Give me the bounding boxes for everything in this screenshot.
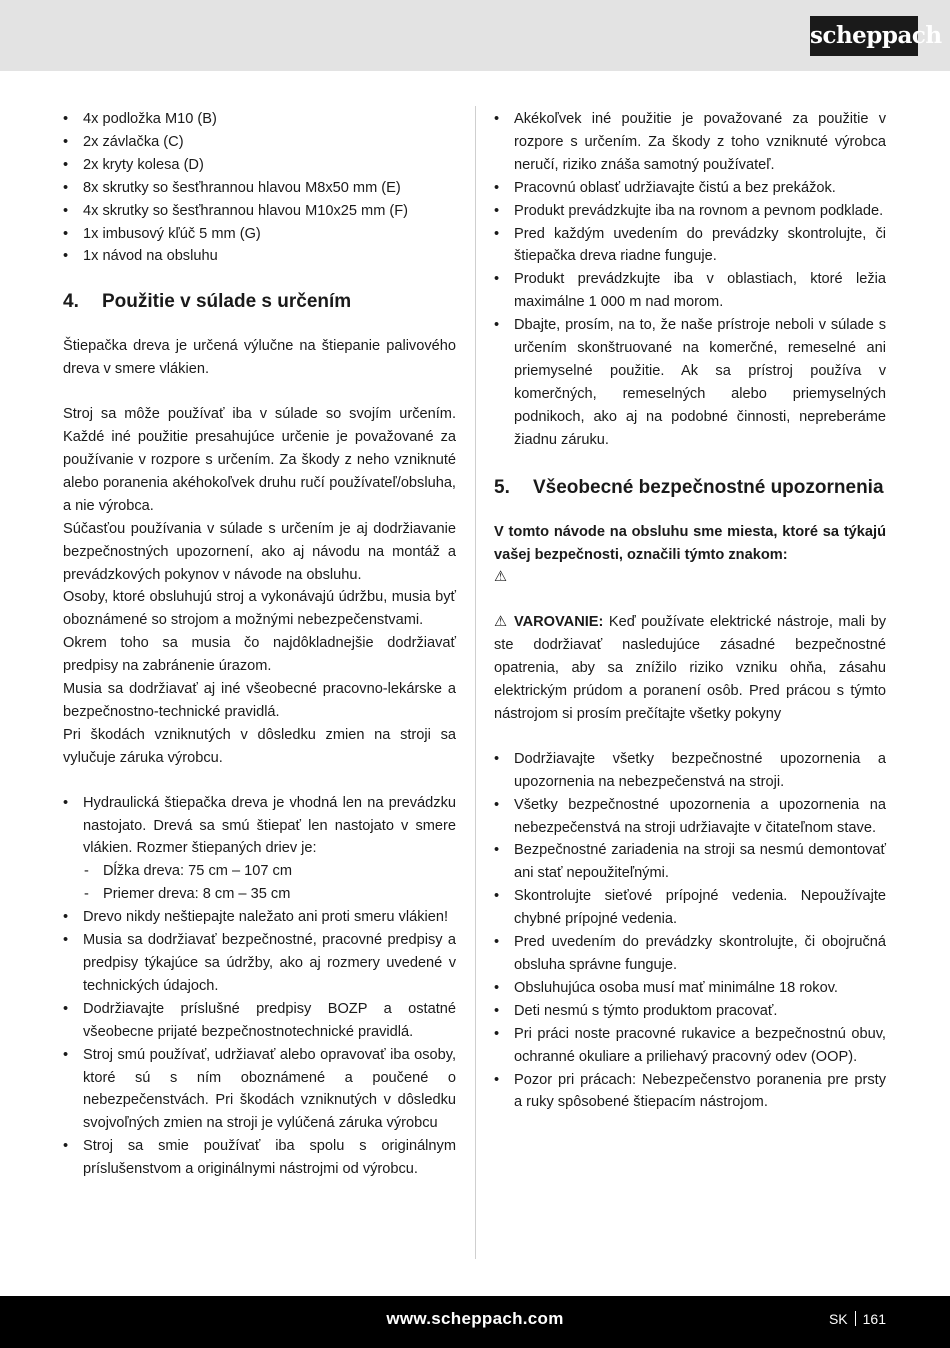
scheppach-logo: scheppach	[810, 16, 918, 56]
section-number: 5.	[494, 476, 510, 498]
intro-paragraph: Štiepačka dreva je určená výlučne na štiepanie palivového dreva v smere vlákien.	[63, 338, 456, 378]
warning-icon: ⚠	[494, 569, 508, 586]
list-item: • Produkt prevádzkujte iba na rovnom a pevnom podklade.	[494, 200, 886, 223]
dimension-list	[63, 860, 456, 906]
footer-bar	[0, 1296, 950, 1348]
warning-text: Keď používate elektrické nástroje, mali by ste dodržiavať nasledujúce zásadné bezpečnostné opatrenia, aby sa znížilo riziko vzniku ohňa, zásahu elektrickým prúdom a poranení osôb. Pred prácou s týmto nástrojom si prosím prečítajte všetky pokyny	[494, 614, 886, 722]
paragraph: Musia sa dodržiavať aj iné všeobecné pracovno-lekárske a bezpečnostno-technické pravidlá.	[63, 681, 456, 720]
section-title: Všeobecné bezpečnostné upozornenia	[533, 476, 884, 498]
usage-continued-list	[494, 108, 886, 452]
list-item: • 4x skrutky so šesťhrannou hlavou M10x25 mm (F)	[63, 200, 456, 223]
safety-notice	[494, 521, 886, 590]
list-item	[63, 792, 456, 907]
list-item: • 1x návod na obsluhu	[63, 245, 456, 268]
list-item: • Pri práci noste pracovné rukavice a bezpečnostnú obuv, ochranné okuliare a priliehavý pracovný odev (OOP).	[494, 1023, 886, 1069]
section-title: Použitie v súlade s určením	[102, 291, 352, 313]
list-item: • Dodržiavajte príslušné predpisy BOZP a ostatné všeobecne prijaté bezpečnostnotechnické pravidlá.	[63, 998, 456, 1044]
safety-list	[494, 748, 886, 1115]
list-item: • Pracovnú oblasť udržiavajte čistú a bez prekážok.	[494, 177, 886, 200]
section-4-heading	[63, 290, 456, 313]
list-item: • 2x kryty kolesa (D)	[63, 154, 456, 177]
list-item: • Stroj smú používať, udržiavať alebo opravovať iba osoby, ktoré sú s ním oboznámené a poučené o nebezpečenstvách. Pri škodách vzniknutých v dôsledku svojvoľných zmien na stroji je vylúčená záruka výrobcu	[63, 1044, 456, 1136]
warning-label: VAROVANIE:	[513, 614, 604, 631]
list-item: • Skontrolujte sieťové prípojné vedenia. Nepoužívajte chybné prípojné vedenia.	[494, 885, 886, 931]
column-divider	[475, 106, 476, 1259]
usage-paragraphs	[63, 403, 456, 770]
parts-list	[63, 108, 456, 268]
list-item: • 1x imbusový kľúč 5 mm (G)	[63, 223, 456, 246]
header-bar	[0, 0, 950, 71]
footer-url[interactable]: www.scheppach.com	[386, 1309, 564, 1328]
list-item-text: Hydraulická štiepačka dreva je vhodná len na prevádzku nastojato. Drevá sa smú štiepať len nastojato v smere vlákien. Rozmer štiepaných driev je:	[83, 794, 456, 857]
list-item: • Pred uvedením do prevádzky skontrolujte, či obojručná obsluha správne funguje.	[494, 931, 886, 977]
list-item: • Stroj sa smie používať iba spolu s originálnym príslušenstvom a originálnymi nástrojmi od výrobcu.	[63, 1135, 456, 1181]
list-item: • Musia sa dodržiavať bezpečnostné, pracovné predpisy a predpisy týkajúce sa údržby, ako aj rozmery uvedené v technických údajoch.	[63, 929, 456, 998]
usage-list	[63, 792, 456, 1181]
list-item: • Drevo nikdy neštiepajte naležato ani proti smeru vlákien!	[63, 906, 456, 929]
list-item: • Akékoľvek iné použitie je považované za použitie v rozpore s určením. Za škody z toho vzniknuté výrobca neručí, riziko znáša samotný používateľ.	[494, 108, 886, 177]
left-column	[63, 108, 456, 1181]
page-number: 161	[862, 1311, 886, 1327]
page-indicator	[829, 1311, 886, 1327]
section-5-heading	[494, 476, 886, 499]
safety-notice-text: V tomto návode na obsluhu sme miesta, ktoré sa týkajú vašej bezpečnosti, označili týmto znakom:	[494, 523, 886, 563]
list-item: • Obsluhujúca osoba musí mať minimálne 18 rokov.	[494, 977, 886, 1000]
paragraph: Súčasťou používania v súlade s určením je aj dodržiavanie bezpečnostných upozornení, ako aj návodu na montáž a prevádzkových pokynov v návode na obsluhu.	[63, 520, 456, 583]
list-item: • Bezpečnostné zariadenia na stroji sa nesmú demontovať ani stať nepoužiteľnými.	[494, 839, 886, 885]
list-item: • Produkt prevádzkujte iba v oblastiach, ktoré ležia maximálne 1 000 m nad morom.	[494, 268, 886, 314]
paragraph: Pri škodách vzniknutých v dôsledku zmien na stroji sa vylučuje záruka výrobcu.	[63, 726, 456, 766]
list-item: • 4x podložka M10 (B)	[63, 108, 456, 131]
list-item: • Všetky bezpečnostné upozornenia a upozornenia na nebezpečenstvá na stroji udržiavajte v čitateľnom stave.	[494, 794, 886, 840]
section-number: 4.	[63, 291, 79, 313]
list-item: • Dodržiavajte všetky bezpečnostné upozornenia a upozornenia na nebezpečenstvá na stroji.	[494, 748, 886, 794]
language-code: SK	[828, 1311, 848, 1327]
list-item: • 8x skrutky so šesťhrannou hlavou M8x50 mm (E)	[63, 177, 456, 200]
warning-icon: ⚠	[494, 614, 509, 631]
list-item: • Deti nesmú s týmto produktom pracovať.	[494, 1000, 886, 1023]
warning-paragraph	[494, 611, 886, 726]
right-column	[494, 108, 886, 1114]
list-item: • 2x závlačka (C)	[63, 131, 456, 154]
paragraph: Stroj sa môže používať iba v súlade so svojím určením. Každé iné použitie presahujúce určenie je považované za používanie v rozpore s určením. Za škody z neho vzniknuté alebo poranenia akéhokoľvek druhu ručí používateľ/obsluha, a nie výrobca.	[63, 406, 456, 514]
paragraph: Osoby, ktoré obsluhujú stroj a vykonávajú údržbu, musia byť oboznámené so strojom a možnými nebezpečenstvami.	[63, 589, 456, 629]
dimension-item: - Priemer dreva: 8 cm – 35 cm	[63, 883, 456, 906]
list-item: • Pozor pri prácach: Nebezpečenstvo poranenia pre prsty a ruky spôsobené štiepacím nástrojom.	[494, 1069, 886, 1115]
dimension-item: - Dĺžka dreva: 75 cm – 107 cm	[63, 860, 456, 883]
footer-separator	[855, 1311, 856, 1326]
list-item: • Pred každým uvedením do prevádzky skontrolujte, či štiepačka dreva riadne funguje.	[494, 223, 886, 269]
list-item: • Dbajte, prosím, na to, že naše prístroje neboli v súlade s určením skonštruované na komerčné, remeselné ani priemyselné použitie. Ak sa prístroj používa v komerčných, remeselných alebo priemyselných podnikoch, ako aj na podobné činnosti, nepreberáme žiadnu záruku.	[494, 314, 886, 451]
paragraph: Okrem toho sa musia čo najdôkladnejšie dodržiavať predpisy na zabránenie úrazom.	[63, 635, 456, 675]
